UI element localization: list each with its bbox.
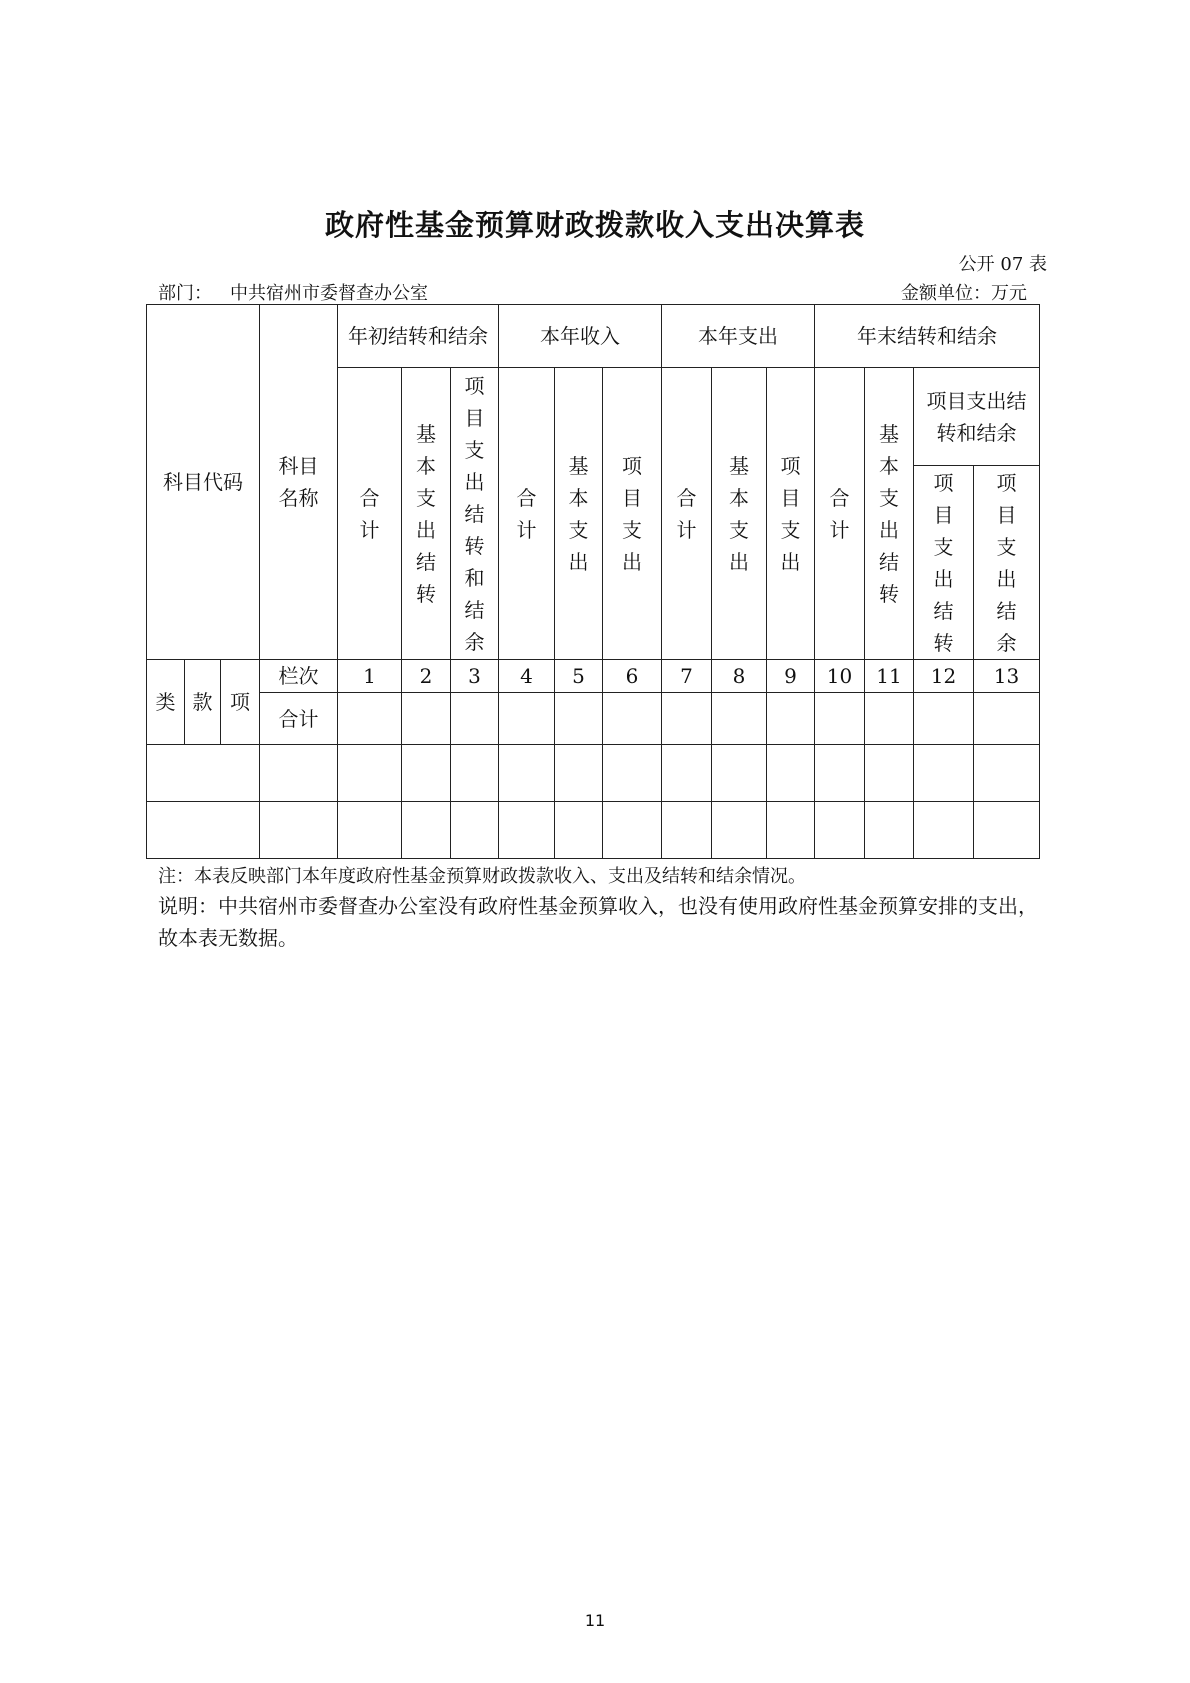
header-income-project: 项目支出 <box>603 368 662 660</box>
column-number: 6 <box>603 660 662 693</box>
table-cell <box>974 693 1040 745</box>
form-number: 公开 07 表 <box>958 254 1047 275</box>
table-cell <box>712 693 767 745</box>
table-cell <box>499 693 555 745</box>
table-cell <box>451 802 499 859</box>
header-expense-basic: 基本支出 <box>712 368 767 660</box>
table-cell <box>555 802 603 859</box>
table-cell <box>147 745 260 802</box>
column-number: 3 <box>451 660 499 693</box>
page-title: 政府性基金预算财政拨款收入支出决算表 <box>324 208 865 242</box>
table-row-total <box>147 693 1040 745</box>
table-cell <box>603 693 662 745</box>
table-note: 注：本表反映部门本年度政府性基金预算财政拨款收入、支出及结转和结余情况。 <box>158 866 806 887</box>
header-expense-total: 合计 <box>662 368 712 660</box>
table-cell <box>451 745 499 802</box>
department-name: 中共宿州市委督查办公室 <box>230 283 428 304</box>
column-number: 12 <box>914 660 974 693</box>
column-number: 11 <box>865 660 914 693</box>
column-number: 8 <box>712 660 767 693</box>
code-item: 项 <box>221 660 260 745</box>
column-number: 5 <box>555 660 603 693</box>
table-cell <box>865 693 914 745</box>
table-cell <box>451 693 499 745</box>
table-cell <box>662 693 712 745</box>
code-section: 款 <box>185 660 221 745</box>
table-cell <box>712 802 767 859</box>
header-end-project-carry-balance: 项目支出结转和结余 <box>914 368 1040 466</box>
table-cell <box>974 745 1040 802</box>
table-cell <box>260 802 338 859</box>
table-cell <box>815 693 865 745</box>
fund-budget-table <box>146 304 1040 859</box>
table-cell <box>555 745 603 802</box>
header-begin-project-carry-balance: 项目支出结转和结余 <box>451 368 499 660</box>
page-number: 11 <box>584 1611 606 1630</box>
table-cell <box>767 802 815 859</box>
code-category: 类 <box>147 660 185 745</box>
header-subject-name: 科目名称 <box>260 305 338 660</box>
table-cell <box>338 693 402 745</box>
column-number: 7 <box>662 660 712 693</box>
table-cell <box>662 802 712 859</box>
table-cell <box>402 693 451 745</box>
table-cell <box>338 802 402 859</box>
header-income-total: 合计 <box>499 368 555 660</box>
header-end-total: 合计 <box>815 368 865 660</box>
column-number: 10 <box>815 660 865 693</box>
header-begin-balance: 年初结转和结余 <box>338 305 499 368</box>
column-number: 9 <box>767 660 815 693</box>
table-cell <box>499 802 555 859</box>
column-number: 1 <box>338 660 402 693</box>
header-begin-total: 合计 <box>338 368 402 660</box>
column-number: 2 <box>402 660 451 693</box>
table-cell <box>662 745 712 802</box>
table-cell <box>338 745 402 802</box>
table-cell <box>603 802 662 859</box>
table-cell <box>147 802 260 859</box>
department-label: 部门： <box>158 283 212 304</box>
header-subject-code: 科目代码 <box>147 305 260 660</box>
column-number: 13 <box>974 660 1040 693</box>
header-end-balance: 年末结转和结余 <box>815 305 1040 368</box>
table-cell <box>603 745 662 802</box>
table-cell <box>914 745 974 802</box>
amount-unit: 金额单位：万元 <box>901 283 1027 304</box>
header-expense-project: 项目支出 <box>767 368 815 660</box>
table-cell <box>402 802 451 859</box>
row-label-total: 合计 <box>260 693 338 745</box>
header-end-project-carry: 项目支出结转 <box>914 466 974 660</box>
department-line <box>158 279 428 305</box>
header-current-expense: 本年支出 <box>662 305 815 368</box>
table-cell <box>767 745 815 802</box>
table-cell <box>865 802 914 859</box>
table-row <box>147 802 1040 859</box>
table-cell <box>914 693 974 745</box>
table-cell <box>499 745 555 802</box>
header-current-income: 本年收入 <box>499 305 662 368</box>
header-income-basic: 基本支出 <box>555 368 603 660</box>
header-end-basic-carry: 基本支出结转 <box>865 368 914 660</box>
table-cell <box>260 745 338 802</box>
row-label-index: 栏次 <box>260 660 338 693</box>
table-cell <box>402 745 451 802</box>
table-cell <box>767 693 815 745</box>
column-number: 4 <box>499 660 555 693</box>
header-begin-basic-carry: 基本支出结转 <box>402 368 451 660</box>
table-cell <box>974 802 1040 859</box>
table-description: 说明：中共宿州市委督查办公室没有政府性基金预算收入，也没有使用政府性基金预算安排的支出，故本表无数据。 <box>158 894 1038 950</box>
table-cell <box>555 693 603 745</box>
table-cell <box>865 745 914 802</box>
table-cell <box>914 802 974 859</box>
table-cell <box>815 802 865 859</box>
table-cell <box>815 745 865 802</box>
table-cell <box>712 745 767 802</box>
header-end-project-balance: 项目支出结余 <box>974 466 1040 660</box>
table-row <box>147 745 1040 802</box>
